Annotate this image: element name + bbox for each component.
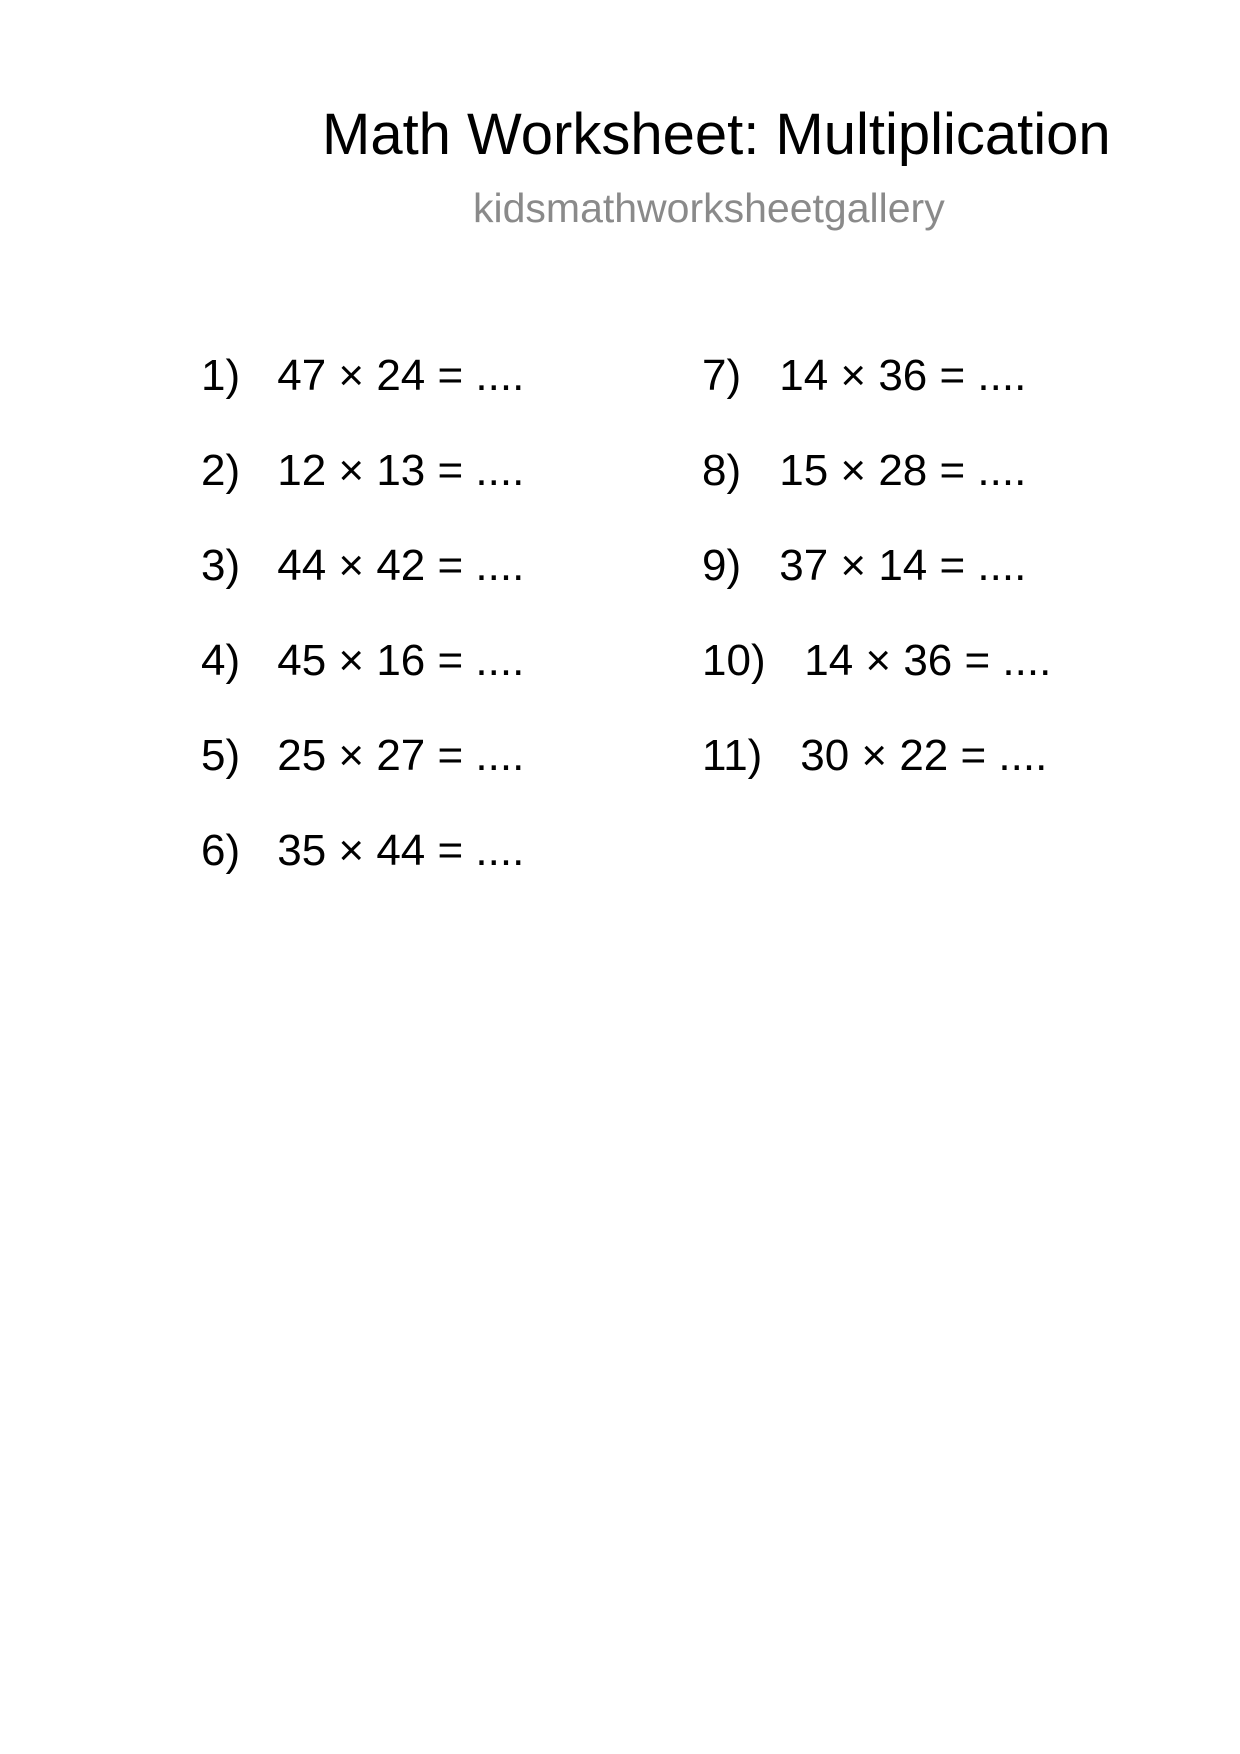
problem-number: 9)	[702, 541, 742, 590]
problem-expression: 14 × 36 = ....	[779, 351, 1027, 400]
problem-item	[702, 634, 1051, 688]
page-title: Math Worksheet: Multiplication	[322, 102, 1111, 167]
problem-item	[201, 444, 524, 498]
problem-number: 4)	[201, 636, 241, 685]
problem-number: 7)	[702, 351, 742, 400]
problem-expression: 35 × 44 = ....	[277, 826, 525, 875]
problem-expression: 25 × 27 = ....	[277, 731, 525, 780]
problem-expression: 12 × 13 = ....	[277, 446, 525, 495]
problem-expression: 44 × 42 = ....	[277, 541, 525, 590]
problem-expression: 15 × 28 = ....	[779, 446, 1027, 495]
problem-number: 3)	[201, 541, 241, 590]
problem-item	[201, 634, 524, 688]
problem-number: 11)	[702, 731, 763, 780]
problem-expression: 14 × 36 = ....	[804, 636, 1052, 685]
problem-item	[201, 729, 524, 783]
problem-item	[201, 539, 524, 593]
problem-item	[702, 444, 1026, 498]
problem-expression: 45 × 16 = ....	[277, 636, 525, 685]
problem-number: 8)	[702, 446, 742, 495]
problem-expression: 47 × 24 = ....	[277, 351, 525, 400]
problem-number: 5)	[201, 731, 241, 780]
problem-item	[702, 539, 1026, 593]
page-subtitle: kidsmathworksheetgallery	[473, 185, 945, 231]
problem-number: 1)	[201, 351, 241, 400]
problem-expression: 37 × 14 = ....	[779, 541, 1027, 590]
problem-number: 2)	[201, 446, 241, 495]
problem-number: 10)	[702, 636, 766, 685]
problem-item	[201, 824, 524, 878]
problem-item	[201, 349, 524, 403]
problem-expression: 30 × 22 = ....	[800, 731, 1048, 780]
problem-number: 6)	[201, 826, 241, 875]
problem-item	[702, 729, 1047, 783]
problem-item	[702, 349, 1026, 403]
